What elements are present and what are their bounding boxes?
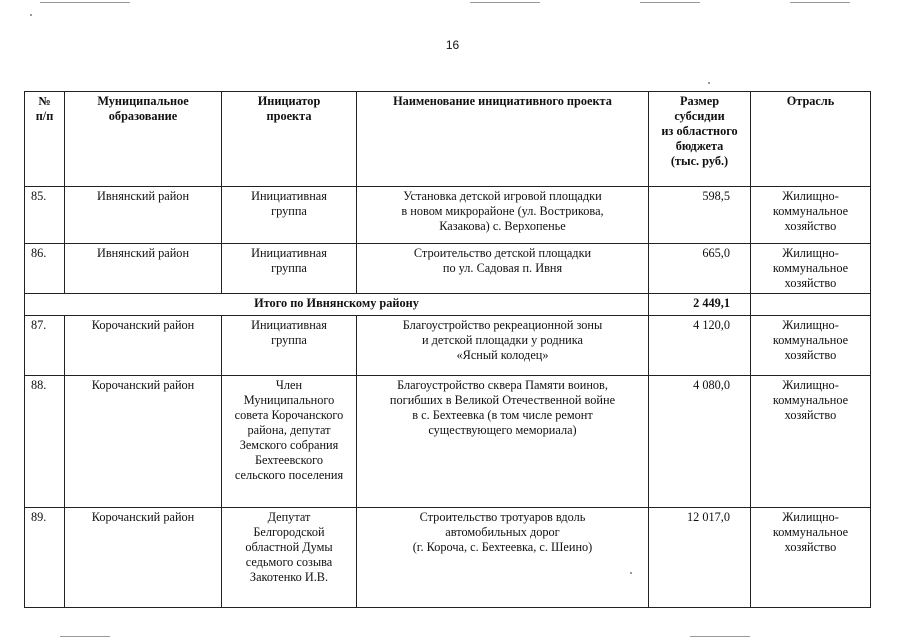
- row-branch: Жилищно- коммунальное хозяйство: [751, 508, 871, 608]
- table-row: [25, 376, 871, 508]
- table-row: [25, 187, 871, 244]
- row-amount: 665,0: [649, 244, 751, 294]
- row-municipality: Корочанский район: [65, 376, 222, 508]
- row-project: Строительство тротуаров вдоль автомобильных дорог (г. Короча, с. Бехтеевка, с. Шеино): [357, 508, 649, 608]
- scan-artifact: [40, 2, 130, 3]
- scan-artifact: [60, 636, 110, 637]
- row-branch: Жилищно- коммунальное хозяйство: [751, 316, 871, 376]
- row-number: 85.: [25, 187, 65, 244]
- header-project: Наименование инициативного проекта: [357, 92, 649, 187]
- row-initiator: Инициативная группа: [222, 244, 357, 294]
- table-row: [25, 508, 871, 608]
- subsidy-table: [24, 91, 871, 608]
- header-amount: Размер субсидии из областного бюджета (тыс. руб.): [649, 92, 751, 187]
- scan-artifact: [690, 636, 750, 637]
- row-project: Установка детской игровой площадки в новом микрорайоне (ул. Вострикова, Казакова) с. Верхопенье: [357, 187, 649, 244]
- row-municipality: Корочанский район: [65, 316, 222, 376]
- row-number: 88.: [25, 376, 65, 508]
- scan-artifact: [30, 14, 32, 16]
- row-amount: 12 017,0: [649, 508, 751, 608]
- total-branch-empty: [751, 294, 871, 316]
- row-project: Благоустройство рекреационной зоны и детской площадки у родника «Ясный колодец»: [357, 316, 649, 376]
- header-initiator: Инициатор проекта: [222, 92, 357, 187]
- row-branch: Жилищно- коммунальное хозяйство: [751, 187, 871, 244]
- row-initiator: Депутат Белгородской областной Думы седьмого созыва Закотенко И.В.: [222, 508, 357, 608]
- page-number: 16: [445, 38, 460, 52]
- row-municipality: Корочанский район: [65, 508, 222, 608]
- row-amount: 598,5: [649, 187, 751, 244]
- row-project: Строительство детской площадки по ул. Садовая п. Ивня: [357, 244, 649, 294]
- row-branch: Жилищно- коммунальное хозяйство: [751, 376, 871, 508]
- scan-artifact: [640, 2, 700, 3]
- row-initiator: Инициативная группа: [222, 316, 357, 376]
- total-label: Итого по Ивнянскому району: [25, 294, 649, 316]
- row-amount: 4 080,0: [649, 376, 751, 508]
- row-initiator: Член Муниципального совета Корочанского района, депутат Земского собрания Бехтеевского сельского поселения: [222, 376, 357, 508]
- row-number: 89.: [25, 508, 65, 608]
- row-branch: Жилищно- коммунальное хозяйство: [751, 244, 871, 294]
- header-branch: Отрасль: [751, 92, 871, 187]
- row-number: 87.: [25, 316, 65, 376]
- total-amount: 2 449,1: [649, 294, 751, 316]
- table-row: [25, 316, 871, 376]
- scan-artifact: [790, 2, 850, 3]
- row-initiator: Инициативная группа: [222, 187, 357, 244]
- header-municipality: Муниципальное образование: [65, 92, 222, 187]
- table-row: [25, 244, 871, 294]
- scan-artifact: [470, 2, 540, 3]
- row-municipality: Ивнянский район: [65, 187, 222, 244]
- row-number: 86.: [25, 244, 65, 294]
- header-num: № п/п: [25, 92, 65, 187]
- scan-artifact: [708, 82, 710, 84]
- table-header-row: [25, 92, 871, 187]
- row-municipality: Ивнянский район: [65, 244, 222, 294]
- row-project: Благоустройство сквера Памяти воинов, погибших в Великой Отечественной войне в с. Бехтеевка (в том числе ремонт существующего мемориала): [357, 376, 649, 508]
- total-row: [25, 294, 871, 316]
- row-amount: 4 120,0: [649, 316, 751, 376]
